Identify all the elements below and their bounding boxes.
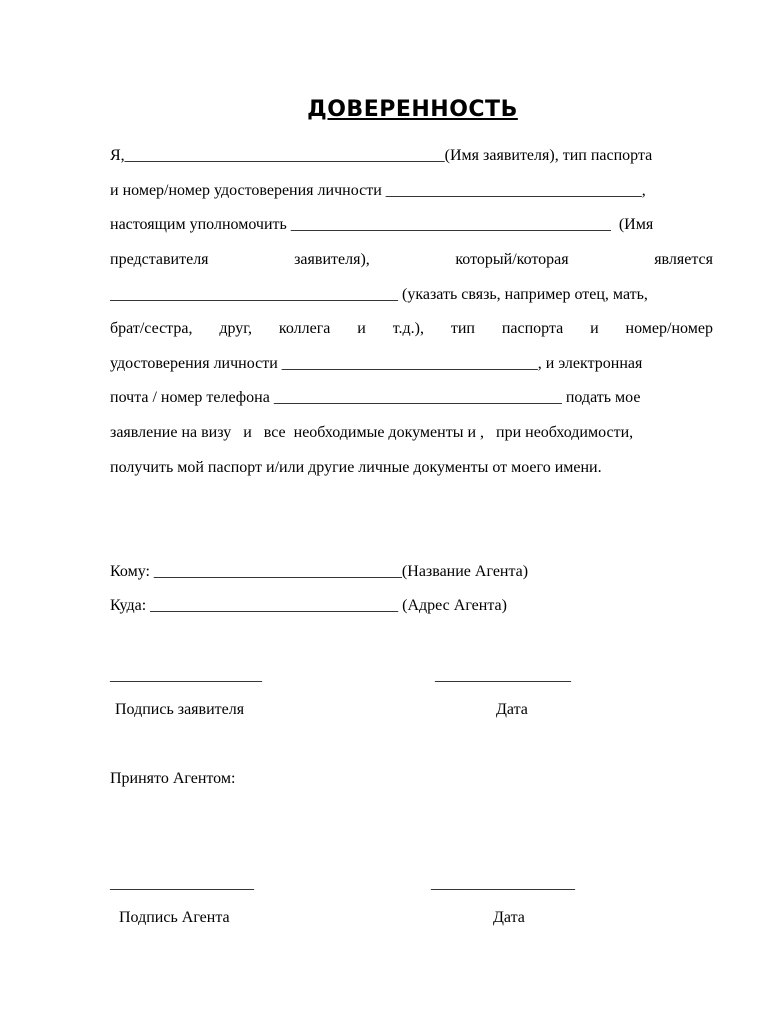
body-line-9: заявление на визу и все необходимые документы и , при необходимости,: [110, 424, 634, 441]
body-line-5: ____________________________________ (указать связь, например отец, мать,: [110, 286, 648, 303]
body-word: представителя: [110, 251, 209, 268]
agent-address-line: Куда: _______________________________ (Адрес Агента): [110, 597, 507, 614]
body-line-1: Я,________________________________________(Имя заявителя), тип паспорта: [110, 147, 653, 164]
agent-date-label: Дата: [493, 909, 525, 926]
applicant-date-label: Дата: [496, 701, 528, 718]
document-title: ДОВЕРЕННОСТЬ: [307, 97, 518, 122]
body-word: заявителя),: [294, 251, 370, 268]
body-line-2: и номер/номер удостоверения личности ________________________________,: [110, 182, 646, 199]
agent-date-blank: __________________: [431, 875, 575, 892]
body-line-10: получить мой паспорт и/или другие личные документы от моего имени.: [110, 459, 602, 476]
body-line-4: [110, 250, 713, 270]
body-word: друг,: [219, 320, 253, 337]
applicant-date-blank: _________________: [435, 667, 571, 684]
body-word: коллега: [278, 320, 331, 337]
body-line-3: настоящим уполномочить ________________________________________ (Имя: [110, 216, 654, 233]
applicant-signature-label: Подпись заявителя: [115, 701, 245, 718]
body-word: и: [357, 320, 366, 337]
agent-signature-blank: __________________: [110, 875, 254, 892]
accepted-by-agent: Принято Агентом:: [110, 770, 236, 787]
body-line-7: удостоверения личности ________________________________, и электронная: [110, 355, 643, 372]
body-word: номер/номер: [625, 320, 713, 337]
body-word: тип: [450, 320, 475, 337]
body-word: который/которая: [455, 251, 569, 268]
body-word: и: [590, 320, 599, 337]
body-word: паспорта: [501, 320, 564, 337]
body-line-6: [110, 319, 713, 339]
body-word: брат/сестра,: [110, 320, 193, 337]
agent-signature-label: Подпись Агента: [119, 909, 230, 926]
applicant-signature-blank: ___________________: [110, 667, 262, 684]
to-agent-line: Кому: _______________________________(Название Агента): [110, 563, 529, 580]
body-word: является: [654, 251, 713, 268]
body-line-8: почта / номер телефона ____________________________________ подать мое: [110, 389, 641, 406]
body-word: т.д.),: [392, 320, 424, 337]
